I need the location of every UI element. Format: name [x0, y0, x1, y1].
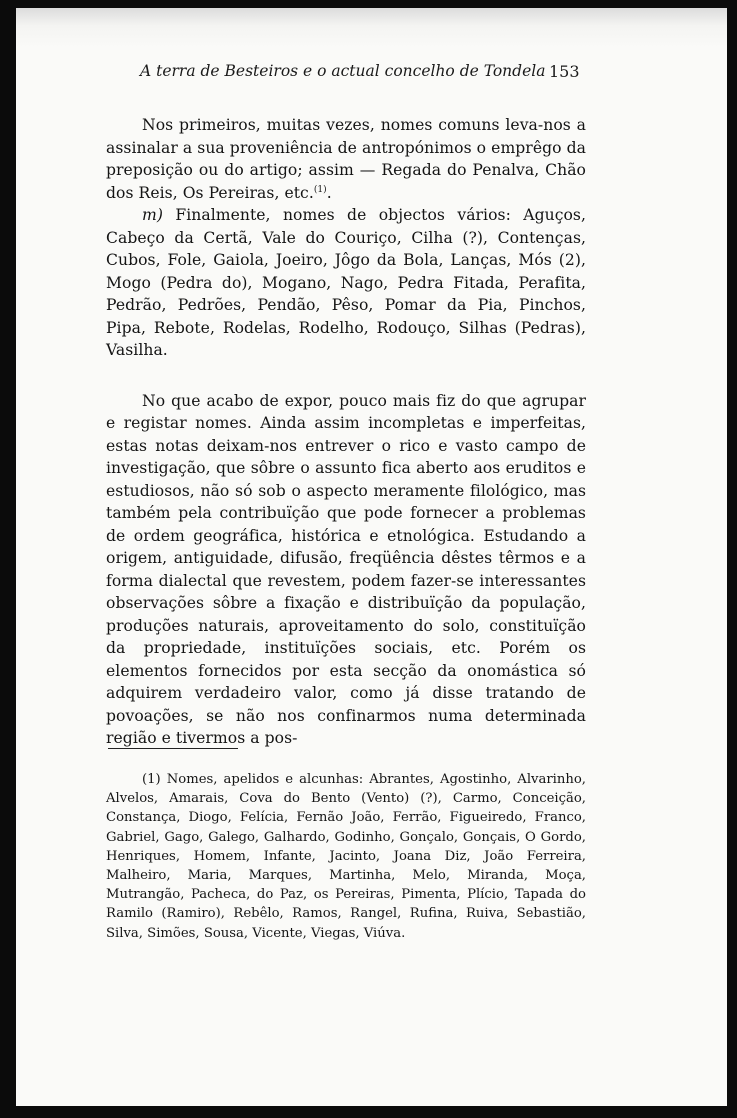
footnote-divider: [108, 748, 238, 749]
paragraph-1-text: Nos primeiros, muitas vezes, nomes comuns leva-nos a assinalar a sua proveniência de antropónimos o emprêgo da preposição ou do artigo; assim — Regada do Penalva, Chão dos Reis, Os Pereiras, etc.: [106, 116, 586, 202]
footnote: [106, 770, 586, 943]
paragraph-2: [106, 204, 586, 362]
page-number: 153: [549, 62, 580, 81]
footnote-reference[interactable]: (1): [313, 184, 327, 195]
item-label-m: m): [142, 206, 163, 224]
footnote-text: Nomes, apelidos e alcunhas: Abrantes, Agostinho, Alvarinho, Alvelos, Amarais, Cova do Bento (Vento) (?), Carmo, Conceição, Constança, Diogo, Felícia, Fernão João, Ferrão, Figueiredo, Franco, Gabriel, Gago, Galego, Galhardo, Godinho, Gonçalo, Gonçais, O Gordo, Henriques, Homem, Infante, Jacinto, Joana Diz, João Ferreira, Malheiro, Maria, Marques, Martinha, Melo, Miranda, Moça, Mutrangão, Pacheca, do Paz, os Pereiras, Pimenta, Plício, Tapada do Ramilo (Ramiro), Rebêlo, Ramos, Rangel, Rufina, Ruiva, Sebastião, Silva, Simões, Sousa, Vicente, Viegas, Viúva.: [106, 772, 586, 941]
paragraph-2-text: Finalmente, nomes de objectos vários: Aguços, Cabeço da Certã, Vale do Couriço, Cilha (?), Contenças, Cubos, Fole, Gaiola, Joeiro, Jôgo da Bola, Lanças, Mós (2), Mogo (Pedra do), Mogano, Nago, Pedra Fitada, Perafita, Pedrão, Pedrões, Pendão, Pêso, Pomar da Pia, Pinchos, Pipa, Rebote, Rodelas, Rodelho, Rodouço, Silhas (Pedras), Vasilha.: [106, 206, 586, 359]
running-header: A terra de Besteiros e o actual concelho de Tondela: [140, 62, 546, 80]
paragraph-3: No que acabo de expor, pouco mais fiz do que agrupar e registar nomes. Ainda assim incompletas e imperfeitas, estas notas deixam-nos entrever o rico e vasto campo de investigação, que sôbre o assunto fica aberto aos eruditos e estudiosos, não só sob o aspecto meramente filológico, mas também pela contribuïção que pode fornecer a problemas de ordem geográfica, histórica e etnológica. Estudando a origem, antiguidade, difusão, freqüência dêstes têrmos e a forma dialectal que revestem, podem fazer-se interessantes observações sôbre a fixação e distribuïção da população, produções naturais, aproveitamento do solo, constituïção da propriedade, instituïções sociais, etc. Porém os elementos fornecidos por esta secção da onomástica só adquirem verdadeiro valor, como já disse tratando de povoações, se não nos confinarmos numa determinada região e tivermos a pos-: [106, 391, 586, 747]
paragraph-1-end: .: [326, 183, 332, 202]
paragraph-1: [106, 114, 586, 204]
footnote-marker: (1): [142, 772, 161, 787]
main-text: [106, 114, 586, 750]
